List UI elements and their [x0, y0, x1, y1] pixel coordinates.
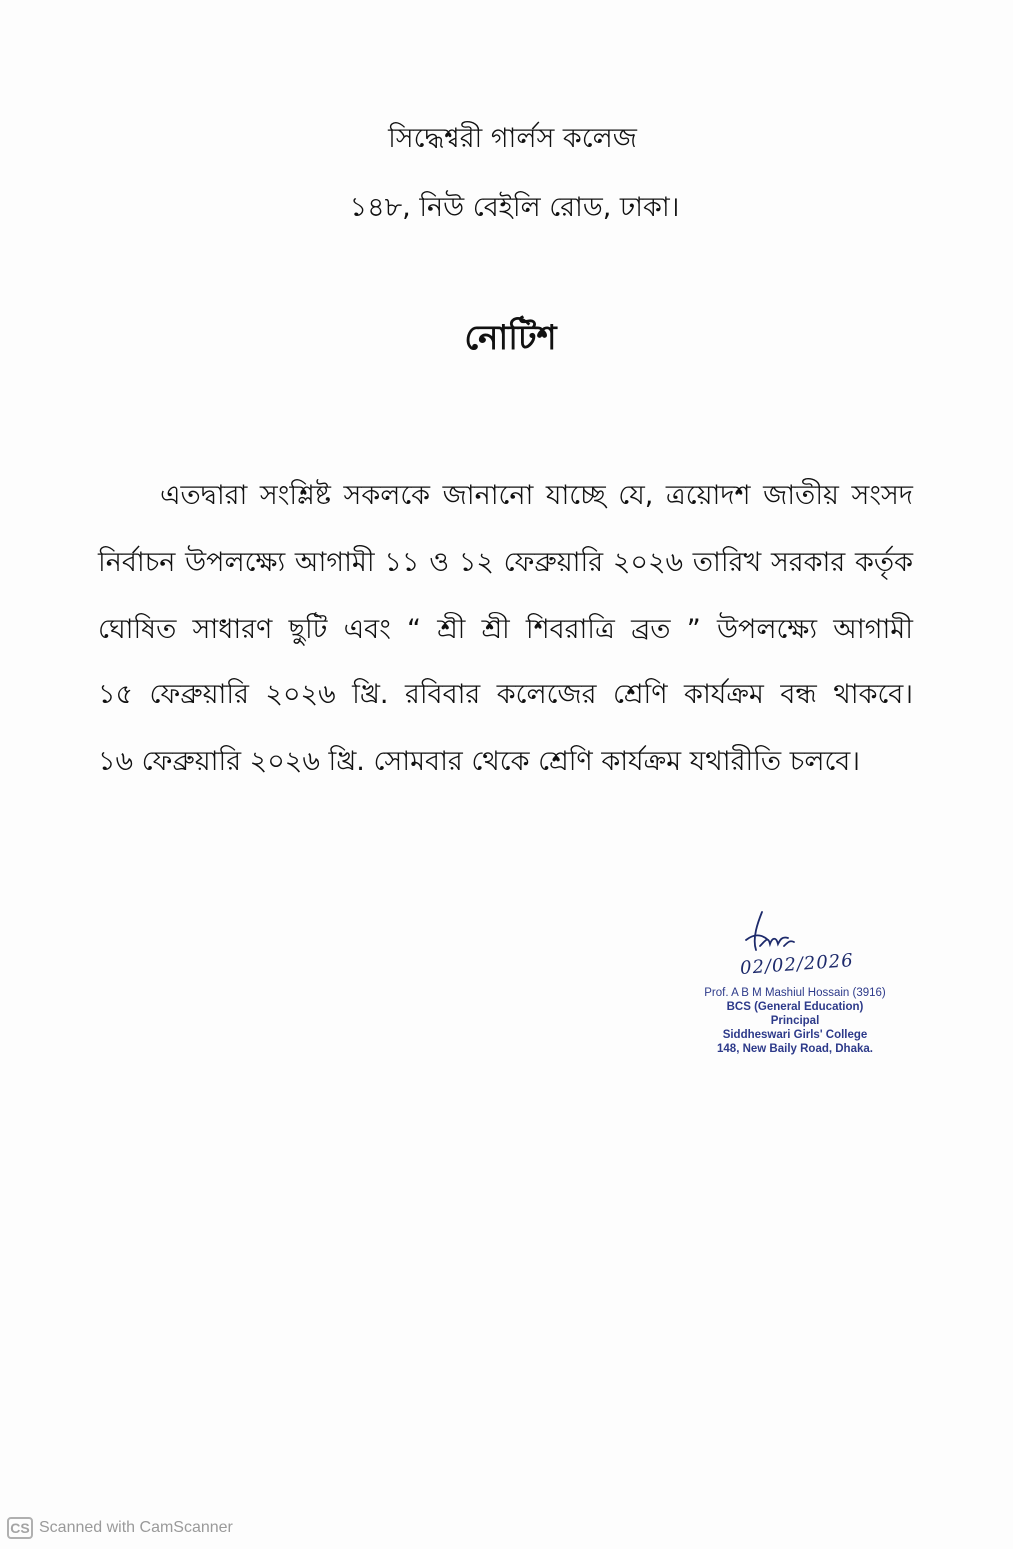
camscanner-text: Scanned with CamScanner — [39, 1519, 233, 1536]
notice-body-line: ১৬ ফেব্রুয়ারি ২০২৬ খ্রি. সোমবার থেকে শ্রেণি কার্যক্রম যথারীতি চলবে। — [98, 746, 860, 777]
stamp-line-address: 148, New Baily Road, Dhaka. — [717, 1043, 873, 1055]
camscanner-logo-icon: CS — [7, 1517, 33, 1539]
stamp-line-designation: Principal — [770, 1015, 820, 1027]
stamp-line-college: Siddheswari Girls' College — [722, 1029, 868, 1041]
stamp-line-name: Prof. A B M Mashiul Hossain (3916) — [704, 987, 886, 999]
notice-body-line: ১৫ ফেব্রুয়ারি ২০২৬ খ্রি. রবিবার কলেজের শ্রেণি কার্যক্রম বন্ধ থাকবে। — [98, 679, 913, 710]
college-address: ১৪৮, নিউ বেইলি রোড, ঢাকা। — [349, 192, 680, 223]
notice-body-line: ঘোষিত সাধারণ ছুটি এবং “ শ্রী শ্রী শিবরাত্রি ব্রত ” উপলক্ষ্যে আগামী — [98, 614, 913, 645]
principal-stamp — [690, 986, 900, 1056]
signature-date: 02/02/2026 — [739, 950, 855, 979]
notice-title: নোটিশ — [464, 318, 557, 358]
notice-body-line: এতদ্বারা সংশ্লিষ্ট সকলকে জানানো যাচ্ছে যে, ত্রয়োদশ জাতীয় সংসদ — [160, 480, 913, 511]
stamp-line-cadre: BCS (General Education) — [726, 1001, 864, 1013]
camscanner-watermark — [7, 1517, 233, 1539]
signature-scribble-icon — [738, 910, 798, 954]
notice-body-line: নির্বাচন উপলক্ষ্যে আগামী ১১ ও ১২ ফেব্রুয়ারি ২০২৬ তারিখ সরকার কর্তৃক — [98, 547, 913, 578]
college-name: সিদ্ধেশ্বরী গার্লস কলেজ — [388, 123, 637, 154]
